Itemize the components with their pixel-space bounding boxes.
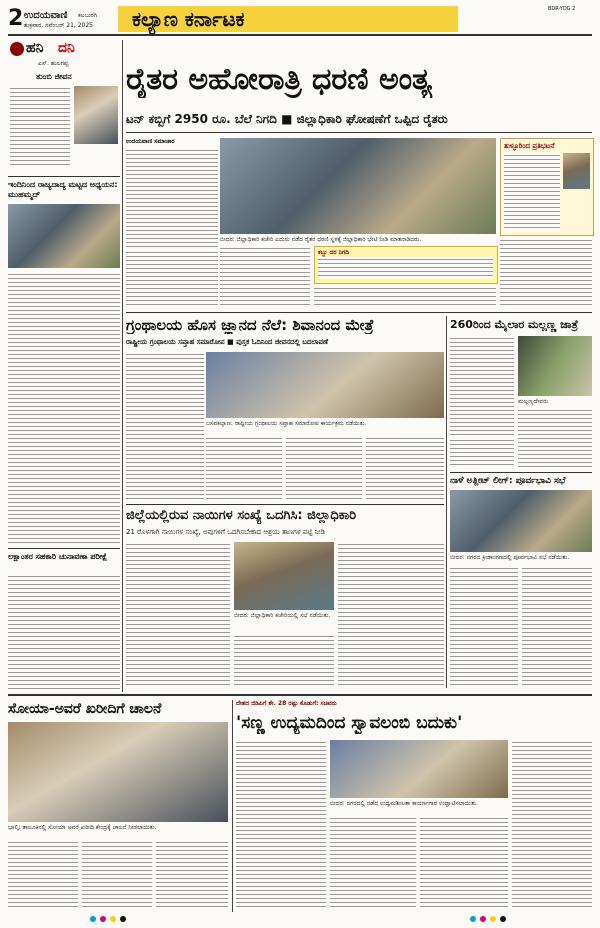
bottom-section-rule: [8, 694, 592, 696]
athlete-photo-caption: ಬೀದರ: ನಗರದ ಕ್ರೀಡಾಂಗಣದಲ್ಲಿ ಪೂರ್ವಭಾವಿ ಸಭೆ ನಡೆಯಿತು.: [450, 554, 570, 561]
lead-reporter: ಉದಯವಾಣಿ ಸಮಾಚಾರ: [126, 138, 175, 145]
soya-body-col2: [82, 840, 152, 910]
left-photo-2: [8, 204, 120, 268]
honi-doni-column: [8, 40, 120, 174]
library-photo: [206, 352, 444, 418]
lead-bottom-rule: [126, 312, 592, 313]
dogs-photo: [234, 542, 334, 610]
side-box-title: ತುಳ್ಳೂರಿಂದ ಪ್ರತಿಭಟನೆ: [504, 142, 555, 150]
lead-body-col1: [126, 148, 218, 248]
athlete-body-col1: [450, 566, 518, 688]
soya-body-col3: [156, 840, 228, 910]
column-author: ಎಸ್. ಹುಲಗಪ್ಪ: [38, 60, 69, 67]
mylara-body: [450, 336, 514, 436]
section-title: ಕಲ್ಯಾಣ ಕರ್ನಾಟಕ: [132, 7, 245, 31]
library-headline: ಗ್ರಂಥಾಲಯ ಹೊಸ ಜ್ಞಾನದ ನೆಲೆ: ಶಿವಾನಂದ ಮೇತ್ರೆ: [126, 316, 374, 334]
right-divider: [450, 472, 592, 473]
section-banner: [118, 6, 458, 32]
quote-body: [10, 86, 70, 166]
page-number: 2: [8, 6, 24, 31]
library-subheadline: ರಾಷ್ಟ್ರೀಯ ಗ್ರಂಥಾಲಯ ಸಪ್ತಾಹ ಸಮಾರೋಪ ■ ಪುಸ್ತಕ ಓದಿನಿಂದ ಜೀವನದಲ್ಲಿ ಬದಲಾವಣೆ: [126, 338, 329, 346]
soya-photo: [8, 722, 228, 822]
lead-body-col2: [220, 246, 310, 308]
right-column-rule: [446, 316, 447, 688]
logo-drop-icon: [10, 42, 24, 56]
lead-side-box: [500, 138, 594, 236]
left-headline-2: ಇಂದಿನಿಂದ ರಾಜ್ಯದಾದ್ಯ ಮಟ್ಟದ ಅಧ್ಯಯನ: ಮುಹಮ್ಮದ್: [8, 180, 118, 199]
lead-boxed-note: [314, 246, 498, 284]
msme-body-col2: [330, 816, 416, 910]
edition-code: BDR-YDG 2: [548, 6, 576, 12]
dogs-body-col1: [126, 542, 230, 688]
print-dot-black-icon: [120, 916, 126, 922]
dogs-headline: ಜಿಲ್ಲೆಯಲ್ಲಿರುವ ನಾಯಿಗಳ ಸಂಖ್ಯೆ ಒದಗಿಸಿ: ಜಿಲ್ಲಾಧಿಕಾರಿ: [126, 508, 357, 523]
left-column-rule: [122, 40, 123, 692]
boxed-note-body: [318, 257, 493, 279]
mylara-body-3: [450, 438, 514, 468]
print-dot-cyan-icon: [90, 916, 96, 922]
library-body-col1: [126, 352, 204, 502]
logo-part-2: ದನಿ: [58, 40, 75, 56]
msme-body-col1: [236, 740, 326, 910]
mylara-photo: [518, 336, 592, 396]
side-box-body: [504, 153, 560, 231]
masthead-rule: [8, 34, 592, 36]
mylara-photo-caption: ಮಲ್ಲಣ್ಣದೇವರು: [518, 398, 549, 405]
msme-body-col4: [512, 740, 592, 910]
lead-headline: ರೈತರ ಅಹೋರಾತ್ರಿ ಧರಣಿ ಅಂತ್ಯ: [126, 62, 433, 97]
dogs-body-col2: [234, 634, 334, 688]
lead-photo: [220, 138, 496, 234]
msme-body-col3: [420, 816, 508, 910]
quote-title: ತುಂಬಿ ಜೀವನ: [36, 72, 72, 81]
print-dot-cyan-2-icon: [470, 916, 476, 922]
lead-subheadline: ಟನ್ ಕಬ್ಬಿಗೆ 2950 ರೂ. ಬೆಲೆ ನಿಗದಿ ■ ಜಿಲ್ಲಾಧಿಕಾರಿ ಘೋಷಣೆಗೆ ಒಪ್ಪಿದ ರೈತರು: [126, 112, 448, 126]
athlete-photo: [450, 490, 592, 552]
side-box-photo: [563, 153, 590, 189]
lead-body-col4: [500, 238, 592, 308]
library-body-col2: [206, 436, 282, 502]
print-dot-magenta-2-icon: [480, 916, 486, 922]
soya-body-col1: [8, 840, 78, 910]
left-divider-2: [8, 548, 120, 549]
mylara-headline: 260ರಿಂದ ಮೈಲಾರ ಮಲ್ಲಣ್ಣ ಜಾತ್ರೆ: [450, 318, 579, 331]
boxed-note-title: ಕಬ್ಬು ದರ ನಿಗದಿ: [318, 249, 350, 256]
print-dot-magenta-icon: [100, 916, 106, 922]
soya-headline: ಸೋಯಾ-ಅವರೆ ಖರೀದಿಗೆ ಚಾಲನೆ: [8, 701, 162, 717]
issue-date: ಶುಕ್ರವಾರ, ನವೆಂಬರ್ 21, 2025: [24, 22, 93, 29]
logo-part-1: ಹನಿ: [26, 40, 44, 56]
paper-name: ಉದಯವಾಣಿ: [24, 10, 68, 21]
print-dot-yellow-icon: [110, 916, 116, 922]
city-name: ಕಲಬುರಗಿ: [78, 12, 98, 19]
msme-headline: 'ಸಣ್ಣ ಉದ್ಯಮದಿಂದ ಸ್ವಾವಲಂಬಿ ಬದುಕು': [236, 713, 463, 733]
soya-photo-caption: ಭಾಲ್ಕಿ: ತಾಲೂಕಿನಲ್ಲಿ ಸೋಯಾ ಅವರೆ ಖರೀದಿ ಕೇಂದ್ರಕ್ಕೆ ಚಾಲನೆ ನೀಡಲಾಯಿತು.: [8, 824, 157, 831]
athlete-headline: ನಾಳೆ ಅತ್ಲೀಟ್ ಲೀಗ್: ಪೂರ್ವಭಾವಿ ಸಭೆ: [450, 476, 566, 486]
library-photo-caption: ಬಸವಕಲ್ಯಾಣ: ರಾಷ್ಟ್ರೀಯ ಗ್ರಂಥಾಲಯ ಸಪ್ತಾಹ ಸಮಾರೋಪ ಕಾರ್ಯಕ್ರಮ ನಡೆಯಿತು.: [206, 420, 367, 427]
left-divider-1: [8, 176, 120, 177]
dogs-subheadline: 21 ರೊಳಗಾಗಿ ನಾಯಿಗಳ ಸಂಖ್ಯೆ, ಅವುಗಳಿಗೆ ಒದಗಿಸಬೇಕಾದ ಆಶ್ರಯ ತಾಣಗಳ ಪಟ್ಟಿ ನೀಡಿ: [126, 528, 325, 536]
lead-rule: [126, 132, 592, 133]
athlete-body-col2: [522, 566, 592, 688]
library-body-col4: [366, 436, 444, 502]
dogs-body-col3: [338, 542, 444, 688]
msme-photo: [330, 740, 508, 798]
msme-photo-caption: ಬೀದರ: ನಗರದಲ್ಲಿ ನಡೆದ ಉದ್ಯಮಶೀಲತಾ ಕಾರ್ಯಾಗಾರ ಉದ್ಘಾಟಿಸಲಾಯಿತು.: [330, 800, 478, 807]
dogs-photo-caption: ಬೀದರ: ಜಿಲ್ಲಾಧಿಕಾರಿ ಕಚೇರಿಯಲ್ಲಿ ಸಭೆ ನಡೆಯಿತು.: [234, 612, 331, 619]
lead-photo-caption: ಬೀದರ: ಜಿಲ್ಲಾಧಿಕಾರಿ ಕಚೇರಿ ಎದುರು ನಡೆದ ರೈತರ ಧರಣಿ ಸ್ಥಳಕ್ಕೆ ಜಿಲ್ಲಾಧಿಕಾರಿ ಭೇಟಿ ನೀಡಿ ಮಾತನಾಡಿದರು.: [220, 236, 422, 243]
msme-kicker: ದೇಶದ ಜಿಡಿಪಿಗೆ ಶೇ. 28 ರಷ್ಟು ಕೊಡುಗೆ: ಸಚಿವರು: [236, 700, 337, 707]
columnist-photo: [74, 86, 118, 144]
lead-body-col3: [314, 286, 496, 308]
mylara-body-2: [518, 408, 592, 468]
left-headline-3: ಲಕ್ಷಾಂತರ ಸಹಕಾರಿ ಚುನಾವಣಾ ಪರೀಕ್ಷೆ: [8, 552, 108, 561]
print-dot-black-2-icon: [500, 916, 506, 922]
print-dot-yellow-2-icon: [490, 916, 496, 922]
lead-body-col1b: [126, 250, 218, 308]
left-body-3: [8, 574, 120, 690]
library-bottom-rule: [126, 504, 444, 505]
left-body-2: [8, 272, 120, 546]
bottom-column-rule: [232, 700, 233, 912]
library-body-col3: [286, 436, 362, 502]
